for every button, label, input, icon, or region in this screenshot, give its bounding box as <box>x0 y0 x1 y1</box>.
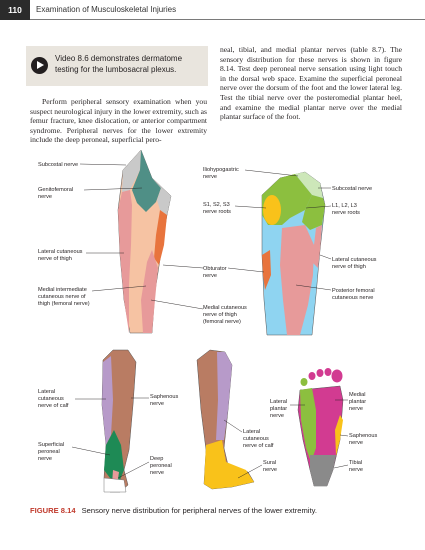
label-subcostal-1: Subcostal nerve <box>38 162 79 168</box>
label-saphenous-2: Saphenous nerve <box>349 433 378 446</box>
label-lateral-cutaneous-calf-1: Lateral cutaneous nerve of calf <box>38 389 69 409</box>
label-genitofemoral: Genitofemoral nerve <box>38 187 74 200</box>
label-medial-plantar: Medial plantar nerve <box>349 392 367 412</box>
label-subcostal-2: Subcostal nerve <box>332 186 373 192</box>
figure-number: FIGURE 8.14 <box>30 506 76 515</box>
posterior-thigh-illustration <box>262 172 325 335</box>
label-lateral-cutaneous-thigh-2: Lateral cutaneous nerve of thigh <box>332 257 377 270</box>
toe-big <box>332 370 343 383</box>
toes-white <box>104 478 126 492</box>
label-sural: Sural nerve <box>263 460 277 473</box>
label-iliohypogastric: Iliohypogastric nerve <box>203 167 239 180</box>
label-s123: S1, S2, S3 nerve roots <box>203 202 231 215</box>
zone-lateral-plantar-green <box>300 388 316 462</box>
label-l123: L1, L2, L3 nerve roots <box>332 203 360 216</box>
body-column-1: Perform peripheral sensory examination when you suspect neurological injury in the lower extremity, such as femur fracture, knee dislocation, or anterior compartment syndrome. Peripheral nerves for the lower extremity include the deep peroneal, superficial pero- <box>30 97 207 145</box>
body-column-2: neal, tibial, and medial plantar nerves (table 8.7). The sensory distribution for these nerves is shown in figure 8.14. Test deep peroneal nerve sensation using light touch in the dorsal web space. Examine the superficial peroneal nerve over the dorsum of the foot and the lower lateral leg. Test the tibial nerve over the posteromedial plantar heel, and examine the medial plantar nerve over the medial plantar surface of the foot. <box>220 45 402 122</box>
sole-illustration <box>298 368 343 486</box>
zone-saphenous-lavender-2 <box>216 352 232 440</box>
toe-1 <box>301 378 308 386</box>
figure-caption <box>30 506 420 515</box>
zone-tibial-heel-gray <box>310 455 336 486</box>
page-number: 110 <box>0 0 30 20</box>
label-medial-intermediate-cutaneous: Medial intermediate cutaneous nerve of thigh (femoral nerve) <box>38 287 90 307</box>
anterior-lower-leg-illustration <box>102 350 136 492</box>
toe-4 <box>325 368 332 376</box>
toe-2 <box>309 372 316 380</box>
label-medial-cutaneous-thigh: Medial cutaneous nerve of thigh (femoral nerve) <box>203 305 247 325</box>
label-superficial-peroneal: Superficial peroneal nerve <box>38 442 65 462</box>
figure-caption-text: Sensory nerve distribution for peripheral nerves of the lower extremity. <box>81 506 317 515</box>
label-tibial: Tibial nerve <box>349 460 363 473</box>
label-deep-peroneal: Deep peroneal nerve <box>150 456 172 476</box>
anterior-thigh-illustration <box>118 150 171 333</box>
label-lateral-cutaneous-calf-2: Lateral cutaneous nerve of calf <box>243 429 274 449</box>
lateral-lower-leg-illustration <box>197 350 254 489</box>
label-lateral-plantar: Lateral plantar nerve <box>270 399 288 419</box>
video-callout-text: Video 8.6 demonstrates dermatome testing for the lumbosacral plexus. <box>55 54 183 74</box>
label-obturator: Obturator nerve <box>203 266 227 279</box>
label-lateral-cutaneous-thigh-1: Lateral cutaneous nerve of thigh <box>38 249 83 262</box>
label-saphenous-1: Saphenous nerve <box>150 394 179 407</box>
running-title: Examination of Musculoskeletal Injuries <box>36 5 177 14</box>
label-posterior-femoral: Posterior femoral cutaneous nerve <box>332 288 375 301</box>
zone-s123-yellow <box>263 195 281 225</box>
toe-3 <box>317 369 324 377</box>
